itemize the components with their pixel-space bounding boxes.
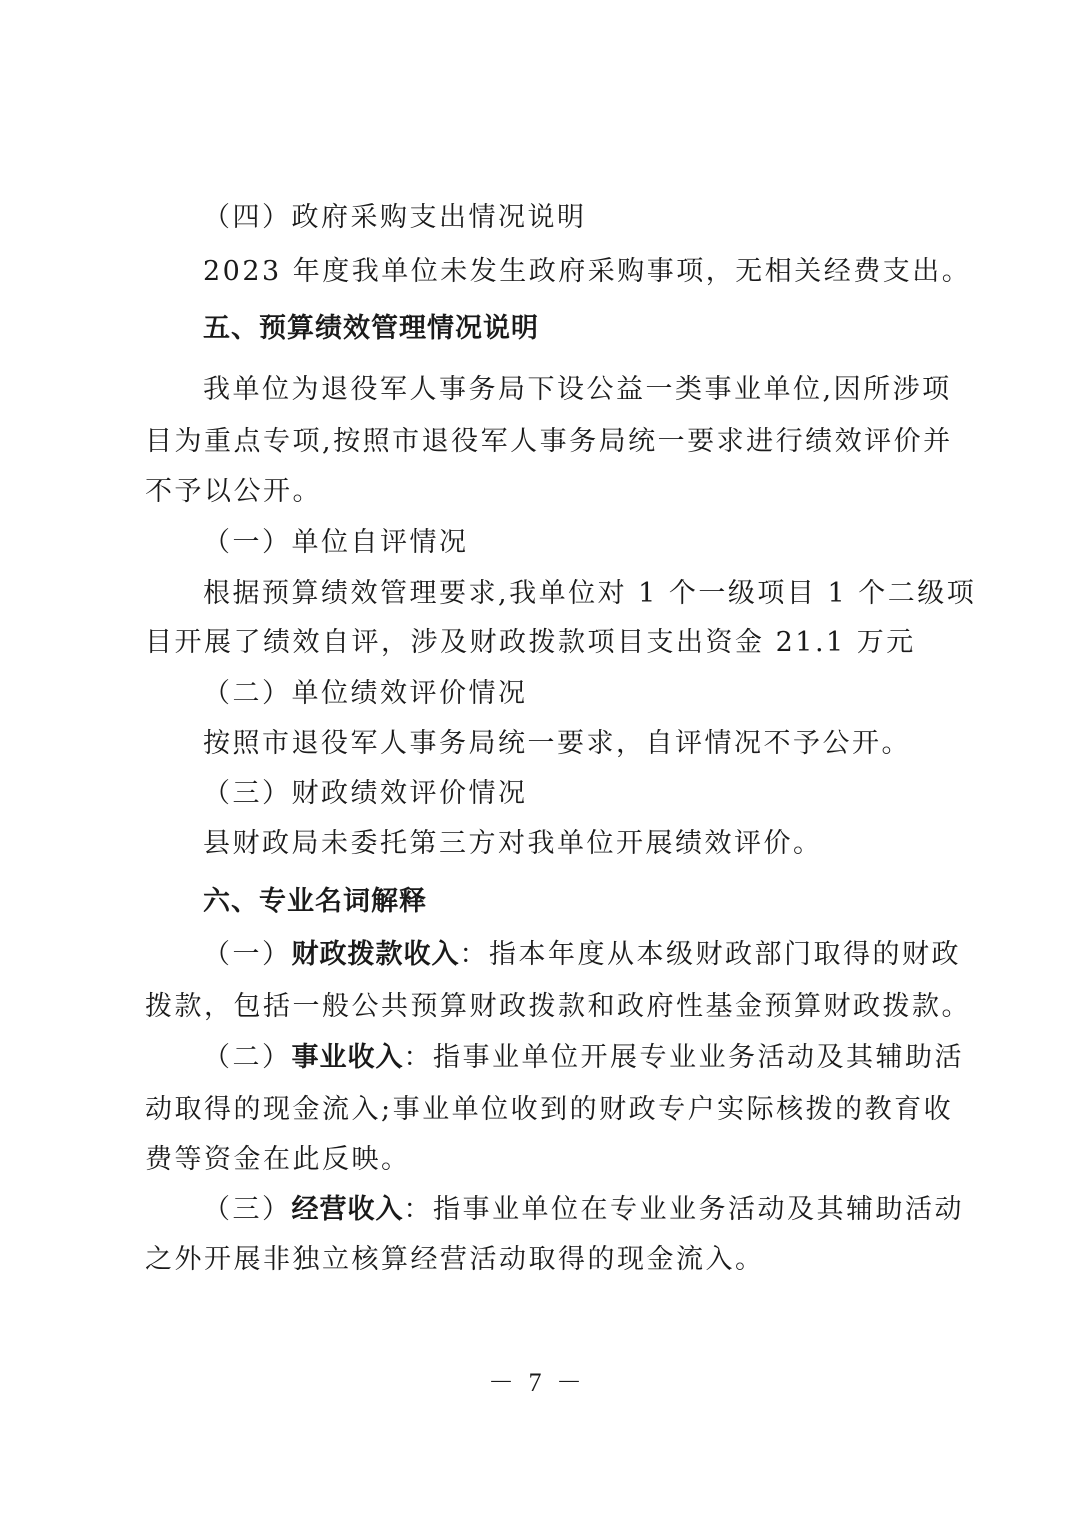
page-number: － 7 － bbox=[487, 1368, 586, 1397]
paragraph: 按照市退役军人事务局统一要求，自评情况不予公开。 bbox=[203, 728, 911, 759]
paragraph-line: 动取得的现金流入;事业单位收到的财政专户实际核拨的教育收 bbox=[145, 1094, 954, 1125]
paragraph-line: 不予以公开。 bbox=[145, 476, 322, 507]
term-definition-line bbox=[203, 937, 1003, 973]
subsection-title: （四）政府采购支出情况说明 bbox=[203, 202, 587, 233]
term-colon: ： bbox=[459, 939, 489, 970]
term-prefix: （三） bbox=[203, 1194, 292, 1225]
subsection-title: （三）财政绩效评价情况 bbox=[203, 778, 528, 809]
section-heading: 五、预算绩效管理情况说明 bbox=[203, 313, 539, 344]
term-text: 指事业单位在专业业务活动及其辅助活动 bbox=[433, 1194, 964, 1225]
term-prefix: （二） bbox=[203, 1042, 292, 1073]
subsection-title: （一）单位自评情况 bbox=[203, 527, 469, 558]
paragraph-line: 目开展了绩效自评，涉及财政拨款项目支出资金 21.1 万元 bbox=[145, 627, 916, 658]
term-name: 事业收入 bbox=[291, 1042, 404, 1073]
paragraph-line: 拨款，包括一般公共预算财政拨款和政府性基金预算财政拨款。 bbox=[145, 991, 971, 1022]
paragraph-line: 费等资金在此反映。 bbox=[145, 1144, 411, 1175]
term-text: 指事业单位开展专业业务活动及其辅助活 bbox=[433, 1042, 964, 1073]
term-definition-line bbox=[203, 1040, 1003, 1076]
term-name: 财政拨款收入 bbox=[291, 939, 460, 970]
term-text: 指本年度从本级财政部门取得的财政 bbox=[489, 939, 961, 970]
term-prefix: （一） bbox=[203, 939, 292, 970]
paragraph-line: 目为重点专项,按照市退役军人事务局统一要求进行绩效评价并 bbox=[145, 426, 953, 457]
paragraph: 2023 年度我单位未发生政府采购事项，无相关经费支出。 bbox=[203, 256, 972, 287]
section-heading: 六、专业名词解释 bbox=[203, 886, 427, 917]
term-colon: ： bbox=[403, 1194, 433, 1225]
paragraph-line: 根据预算绩效管理要求,我单位对 1 个一级项目 1 个二级项 bbox=[203, 578, 977, 609]
paragraph-line: 我单位为退役军人事务局下设公益一类事业单位,因所涉项 bbox=[203, 374, 952, 405]
paragraph-line: 之外开展非独立核算经营活动取得的现金流入。 bbox=[145, 1244, 765, 1275]
paragraph: 县财政局未委托第三方对我单位开展绩效评价。 bbox=[203, 828, 823, 859]
subsection-title: （二）单位绩效评价情况 bbox=[203, 678, 528, 709]
term-colon: ： bbox=[403, 1042, 433, 1073]
term-name: 经营收入 bbox=[291, 1194, 404, 1225]
term-definition-line bbox=[203, 1192, 1003, 1228]
